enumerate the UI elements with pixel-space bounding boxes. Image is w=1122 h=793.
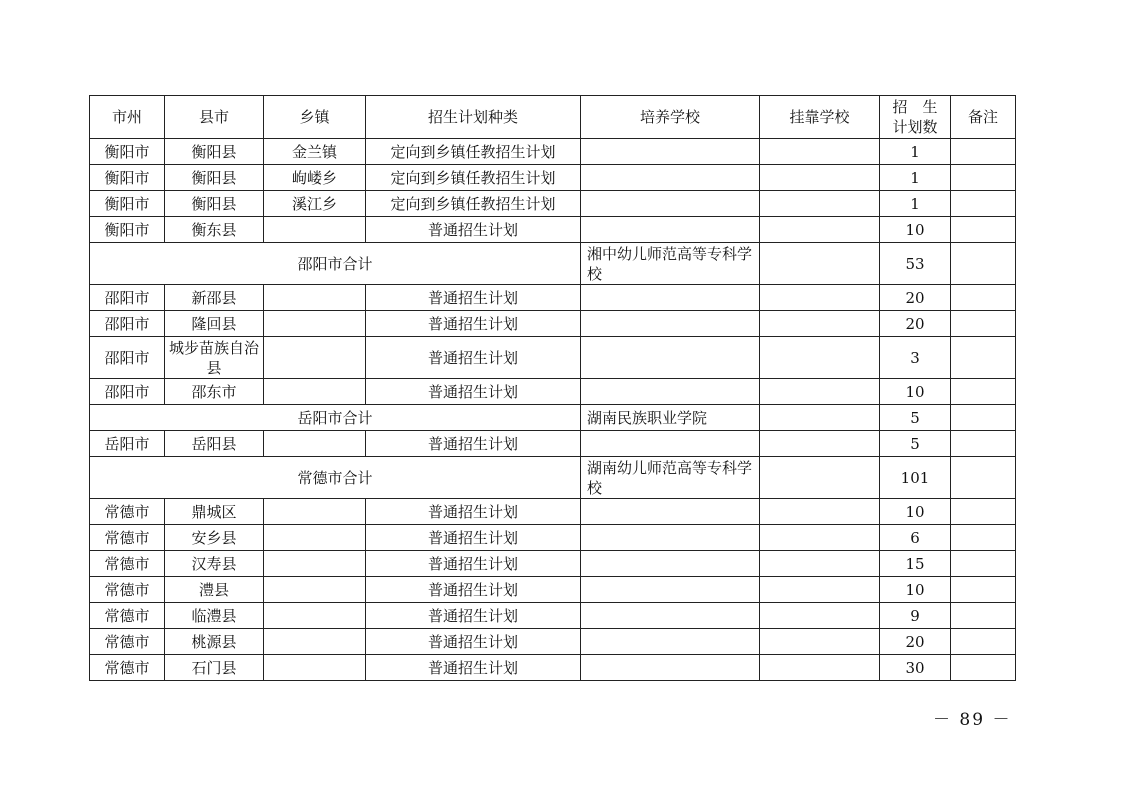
count-cell: 1 xyxy=(880,139,951,165)
affiliate-cell xyxy=(760,499,880,525)
note-cell xyxy=(951,457,1016,499)
city-cell: 常德市 xyxy=(90,655,165,681)
town-cell xyxy=(264,629,366,655)
town-cell xyxy=(264,603,366,629)
school-cell xyxy=(581,285,760,311)
school-cell xyxy=(581,551,760,577)
plan-type-cell: 普通招生计划 xyxy=(366,629,581,655)
school-cell xyxy=(581,165,760,191)
plan-type-cell: 定向到乡镇任教招生计划 xyxy=(366,139,581,165)
subtotal-label-cell: 常德市合计 xyxy=(90,457,581,499)
city-cell: 岳阳市 xyxy=(90,431,165,457)
county-cell: 衡东县 xyxy=(165,217,264,243)
note-cell xyxy=(951,603,1016,629)
affiliate-cell xyxy=(760,165,880,191)
city-cell: 常德市 xyxy=(90,603,165,629)
count-cell: 1 xyxy=(880,165,951,191)
school-cell xyxy=(581,525,760,551)
affiliate-cell xyxy=(760,405,880,431)
city-cell: 常德市 xyxy=(90,629,165,655)
table-row xyxy=(90,629,1016,655)
subtotal-row xyxy=(90,405,1016,431)
plan-type-cell: 定向到乡镇任教招生计划 xyxy=(366,191,581,217)
town-cell xyxy=(264,311,366,337)
city-cell: 邵阳市 xyxy=(90,311,165,337)
subtotal-row xyxy=(90,243,1016,285)
subtotal-label-cell: 邵阳市合计 xyxy=(90,243,581,285)
affiliate-cell xyxy=(760,243,880,285)
school-cell xyxy=(581,379,760,405)
county-cell: 汉寿县 xyxy=(165,551,264,577)
header-row xyxy=(90,96,1016,139)
affiliate-cell xyxy=(760,655,880,681)
city-cell: 常德市 xyxy=(90,525,165,551)
header-count xyxy=(880,96,951,139)
count-cell: 1 xyxy=(880,191,951,217)
affiliate-cell xyxy=(760,603,880,629)
count-cell: 9 xyxy=(880,603,951,629)
city-cell: 衡阳市 xyxy=(90,191,165,217)
school-cell xyxy=(581,139,760,165)
note-cell xyxy=(951,629,1016,655)
plan-type-cell: 普通招生计划 xyxy=(366,311,581,337)
header-city: 市州 xyxy=(90,96,165,139)
county-cell: 桃源县 xyxy=(165,629,264,655)
header-count-line2: 计划数 xyxy=(892,118,938,136)
table-row xyxy=(90,499,1016,525)
table-row xyxy=(90,217,1016,243)
note-cell xyxy=(951,499,1016,525)
county-cell: 衡阳县 xyxy=(165,139,264,165)
header-affiliate: 挂靠学校 xyxy=(760,96,880,139)
affiliate-cell xyxy=(760,525,880,551)
town-cell xyxy=(264,337,366,379)
count-cell: 10 xyxy=(880,499,951,525)
note-cell xyxy=(951,243,1016,285)
school-cell xyxy=(581,191,760,217)
affiliate-cell xyxy=(760,139,880,165)
affiliate-cell xyxy=(760,311,880,337)
table-row xyxy=(90,431,1016,457)
note-cell xyxy=(951,337,1016,379)
school-cell xyxy=(581,337,760,379)
town-cell: 金兰镇 xyxy=(264,139,366,165)
count-cell: 20 xyxy=(880,311,951,337)
subtotal-row xyxy=(90,457,1016,499)
affiliate-cell xyxy=(760,191,880,217)
table-row xyxy=(90,525,1016,551)
school-cell xyxy=(581,431,760,457)
county-cell: 邵东市 xyxy=(165,379,264,405)
header-count-line1: 招 生 xyxy=(892,98,938,116)
count-cell: 20 xyxy=(880,629,951,655)
county-cell: 衡阳县 xyxy=(165,165,264,191)
town-cell xyxy=(264,577,366,603)
count-cell: 53 xyxy=(880,243,951,285)
count-cell: 15 xyxy=(880,551,951,577)
header-note: 备注 xyxy=(951,96,1016,139)
table-row xyxy=(90,311,1016,337)
note-cell xyxy=(951,217,1016,243)
town-cell xyxy=(264,525,366,551)
plan-type-cell: 普通招生计划 xyxy=(366,337,581,379)
table-row xyxy=(90,337,1016,379)
city-cell: 邵阳市 xyxy=(90,285,165,311)
plan-type-cell: 普通招生计划 xyxy=(366,379,581,405)
count-cell: 10 xyxy=(880,577,951,603)
county-cell: 隆回县 xyxy=(165,311,264,337)
note-cell xyxy=(951,285,1016,311)
note-cell xyxy=(951,139,1016,165)
count-cell: 5 xyxy=(880,431,951,457)
table-row xyxy=(90,655,1016,681)
school-cell xyxy=(581,629,760,655)
plan-type-cell: 普通招生计划 xyxy=(366,577,581,603)
county-cell: 新邵县 xyxy=(165,285,264,311)
school-cell xyxy=(581,655,760,681)
count-cell: 20 xyxy=(880,285,951,311)
school-cell: 湖南民族职业学院 xyxy=(581,405,760,431)
enrollment-plan-table xyxy=(89,95,1016,681)
city-cell: 常德市 xyxy=(90,499,165,525)
town-cell xyxy=(264,499,366,525)
note-cell xyxy=(951,655,1016,681)
count-cell: 10 xyxy=(880,217,951,243)
county-cell: 石门县 xyxy=(165,655,264,681)
city-cell: 常德市 xyxy=(90,577,165,603)
city-cell: 衡阳市 xyxy=(90,165,165,191)
plan-type-cell: 普通招生计划 xyxy=(366,217,581,243)
town-cell xyxy=(264,379,366,405)
plan-type-cell: 普通招生计划 xyxy=(366,431,581,457)
count-cell: 6 xyxy=(880,525,951,551)
header-plan-type: 招生计划种类 xyxy=(366,96,581,139)
school-cell xyxy=(581,217,760,243)
note-cell xyxy=(951,551,1016,577)
affiliate-cell xyxy=(760,431,880,457)
county-cell: 衡阳县 xyxy=(165,191,264,217)
town-cell xyxy=(264,655,366,681)
county-cell: 临澧县 xyxy=(165,603,264,629)
table-row xyxy=(90,603,1016,629)
table-row xyxy=(90,191,1016,217)
affiliate-cell xyxy=(760,551,880,577)
affiliate-cell xyxy=(760,379,880,405)
school-cell xyxy=(581,499,760,525)
table-row xyxy=(90,379,1016,405)
plan-type-cell: 普通招生计划 xyxy=(366,285,581,311)
header-county: 县市 xyxy=(165,96,264,139)
city-cell: 邵阳市 xyxy=(90,379,165,405)
note-cell xyxy=(951,311,1016,337)
page-number: － 89 － xyxy=(933,710,1012,730)
plan-type-cell: 普通招生计划 xyxy=(366,525,581,551)
table-row xyxy=(90,285,1016,311)
town-cell: 岣嵝乡 xyxy=(264,165,366,191)
table-row xyxy=(90,139,1016,165)
town-cell xyxy=(264,431,366,457)
affiliate-cell xyxy=(760,629,880,655)
note-cell xyxy=(951,379,1016,405)
table-body xyxy=(90,139,1016,681)
note-cell xyxy=(951,431,1016,457)
plan-type-cell: 普通招生计划 xyxy=(366,603,581,629)
affiliate-cell xyxy=(760,457,880,499)
table-row xyxy=(90,551,1016,577)
city-cell: 邵阳市 xyxy=(90,337,165,379)
affiliate-cell xyxy=(760,577,880,603)
count-cell: 5 xyxy=(880,405,951,431)
note-cell xyxy=(951,191,1016,217)
count-cell: 3 xyxy=(880,337,951,379)
subtotal-label-cell: 岳阳市合计 xyxy=(90,405,581,431)
town-cell: 溪江乡 xyxy=(264,191,366,217)
affiliate-cell xyxy=(760,217,880,243)
county-cell: 澧县 xyxy=(165,577,264,603)
school-cell xyxy=(581,311,760,337)
city-cell: 衡阳市 xyxy=(90,139,165,165)
plan-type-cell: 定向到乡镇任教招生计划 xyxy=(366,165,581,191)
note-cell xyxy=(951,577,1016,603)
town-cell xyxy=(264,217,366,243)
school-cell: 湘中幼儿师范高等专科学校 xyxy=(581,243,760,285)
city-cell: 衡阳市 xyxy=(90,217,165,243)
count-cell: 10 xyxy=(880,379,951,405)
count-cell: 30 xyxy=(880,655,951,681)
school-cell xyxy=(581,577,760,603)
county-cell: 安乡县 xyxy=(165,525,264,551)
header-town: 乡镇 xyxy=(264,96,366,139)
table-row xyxy=(90,577,1016,603)
town-cell xyxy=(264,551,366,577)
county-cell: 鼎城区 xyxy=(165,499,264,525)
plan-type-cell: 普通招生计划 xyxy=(366,655,581,681)
school-cell xyxy=(581,603,760,629)
table-row xyxy=(90,165,1016,191)
town-cell xyxy=(264,285,366,311)
school-cell: 湖南幼儿师范高等专科学校 xyxy=(581,457,760,499)
plan-type-cell: 普通招生计划 xyxy=(366,499,581,525)
count-cell: 101 xyxy=(880,457,951,499)
county-cell: 岳阳县 xyxy=(165,431,264,457)
note-cell xyxy=(951,405,1016,431)
affiliate-cell xyxy=(760,337,880,379)
affiliate-cell xyxy=(760,285,880,311)
note-cell xyxy=(951,525,1016,551)
header-school: 培养学校 xyxy=(581,96,760,139)
note-cell xyxy=(951,165,1016,191)
county-cell: 城步苗族自治县 xyxy=(165,337,264,379)
plan-type-cell: 普通招生计划 xyxy=(366,551,581,577)
city-cell: 常德市 xyxy=(90,551,165,577)
